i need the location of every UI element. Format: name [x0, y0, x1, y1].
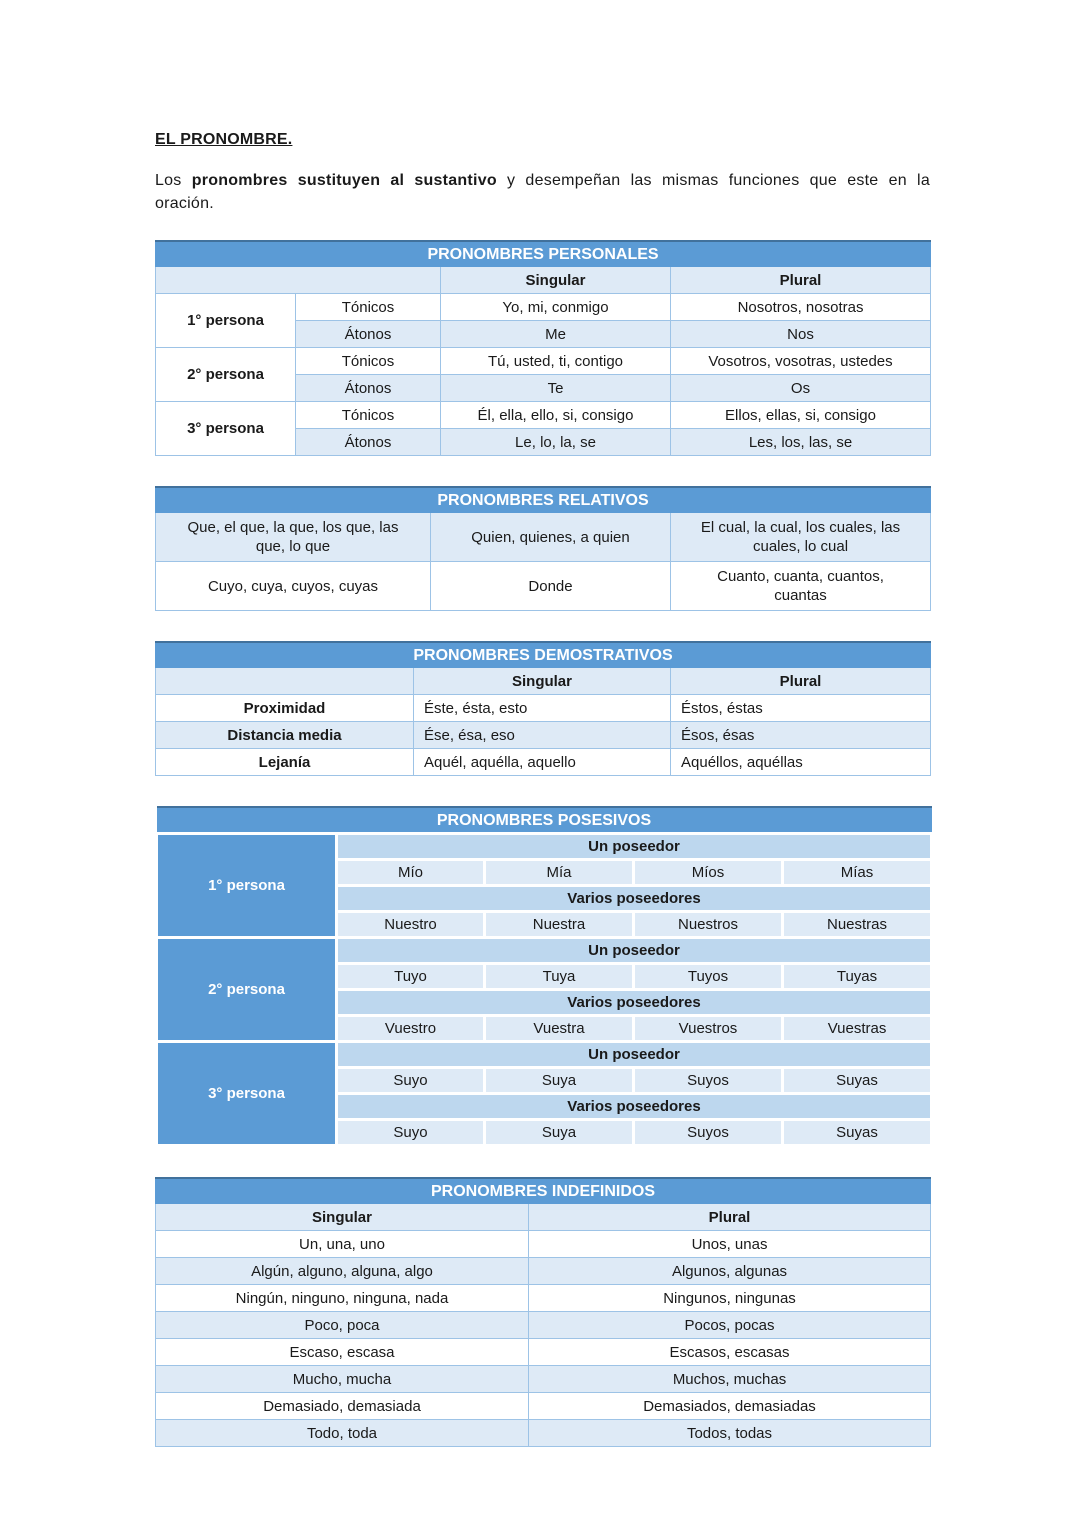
- table-row: [156, 402, 931, 429]
- table-cell: Mucho, mucha: [156, 1366, 529, 1393]
- column-header-singular: Singular: [441, 267, 671, 294]
- table-cell: Quien, quienes, a quien: [431, 513, 671, 562]
- table-cell: Te: [441, 375, 671, 402]
- table-cell: Vuestra: [485, 1016, 634, 1042]
- table-cell: Tónicos: [296, 402, 441, 429]
- demostrativos-table: [155, 641, 931, 776]
- document-title: EL PRONOMBRE.: [155, 131, 293, 148]
- table-row: [156, 1366, 931, 1393]
- table-cell: Tónicos: [296, 294, 441, 321]
- table-cell: Mía: [485, 860, 634, 886]
- table-row: [156, 1420, 931, 1447]
- table-cell: Átonos: [296, 375, 441, 402]
- table-row: [156, 1339, 931, 1366]
- table-row: [156, 562, 931, 611]
- table-row: [156, 722, 931, 749]
- table-cell: Aquéllos, aquéllas: [671, 749, 931, 776]
- table-title: PRONOMBRES INDEFINIDOS: [156, 1178, 931, 1204]
- table-cell: Que, el que, la que, los que, las que, lo que: [156, 513, 431, 562]
- table-row: [156, 1285, 931, 1312]
- row-label: Distancia media: [156, 722, 414, 749]
- table-cell: Ningún, ninguno, ninguna, nada: [156, 1285, 529, 1312]
- indefinidos-table: [155, 1177, 931, 1447]
- table-row: [156, 1258, 931, 1285]
- table-cell: Todos, todas: [529, 1420, 931, 1447]
- table-title: PRONOMBRES RELATIVOS: [156, 487, 931, 513]
- band-label-un-poseedor: Un poseedor: [337, 938, 932, 964]
- blank-header-cell: [156, 668, 414, 695]
- table-header-row: [156, 1204, 931, 1231]
- table-cell: Míos: [634, 860, 783, 886]
- persona-label: 2° persona: [157, 938, 337, 1042]
- table-header-row: [156, 267, 931, 294]
- table-cell: Escasos, escasas: [529, 1339, 931, 1366]
- table-cell: El cual, la cual, los cuales, las cuales, lo cual: [671, 513, 931, 562]
- table-cell: Unos, unas: [529, 1231, 931, 1258]
- table-cell: Yo, mi, conmigo: [441, 294, 671, 321]
- blank-header-cell: [156, 267, 441, 294]
- table-cell: Suyos: [634, 1068, 783, 1094]
- table-cell: Suyos: [634, 1120, 783, 1146]
- table-row: [157, 938, 932, 964]
- table-cell: Ellos, ellas, si, consigo: [671, 402, 931, 429]
- persona-label: 3° persona: [157, 1042, 337, 1146]
- table-cell: Nuestros: [634, 912, 783, 938]
- band-label-un-poseedor: Un poseedor: [337, 834, 932, 860]
- table-cell: Tuyo: [337, 964, 485, 990]
- personales-table: [155, 240, 931, 456]
- table-cell: Tuya: [485, 964, 634, 990]
- table-cell: Mío: [337, 860, 485, 886]
- persona-label: 1° persona: [156, 294, 296, 348]
- table-row: [156, 1231, 931, 1258]
- table-row: [156, 348, 931, 375]
- table-cell: Me: [441, 321, 671, 348]
- page-content: [155, 131, 930, 1477]
- table-cell: Vosotros, vosotras, ustedes: [671, 348, 931, 375]
- column-header-singular: Singular: [156, 1204, 529, 1231]
- intro-text-post: y desempeñan las mismas funciones que este en la oración.: [155, 172, 930, 213]
- posesivos-table: [155, 806, 933, 1147]
- table-row: [156, 695, 931, 722]
- table-title-bar: [156, 642, 931, 668]
- table-cell: Vuestras: [783, 1016, 932, 1042]
- table-title: PRONOMBRES DEMOSTRATIVOS: [156, 642, 931, 668]
- band-label-varios-poseedores: Varios poseedores: [337, 1094, 932, 1120]
- table-cell: Le, lo, la, se: [441, 429, 671, 456]
- table-cell: Suya: [485, 1068, 634, 1094]
- table-cell: Suyas: [783, 1068, 932, 1094]
- column-header-plural: Plural: [671, 267, 931, 294]
- intro-paragraph: [155, 169, 930, 215]
- table-row: [156, 294, 931, 321]
- intro-text-bold: pronombres sustituyen al sustantivo: [191, 172, 497, 189]
- table-cell: Nuestras: [783, 912, 932, 938]
- table-cell: Aquél, aquélla, aquello: [414, 749, 671, 776]
- table-cell: Les, los, las, se: [671, 429, 931, 456]
- table-cell: Ése, ésa, eso: [414, 722, 671, 749]
- persona-label: 2° persona: [156, 348, 296, 402]
- row-label: Lejanía: [156, 749, 414, 776]
- table-title: PRONOMBRES POSESIVOS: [157, 807, 932, 834]
- table-cell: Átonos: [296, 429, 441, 456]
- column-header-plural: Plural: [671, 668, 931, 695]
- table-cell: Os: [671, 375, 931, 402]
- band-label-varios-poseedores: Varios poseedores: [337, 990, 932, 1016]
- table-cell: Éste, ésta, esto: [414, 695, 671, 722]
- table-row: [156, 1312, 931, 1339]
- band-label-varios-poseedores: Varios poseedores: [337, 886, 932, 912]
- row-label: Proximidad: [156, 695, 414, 722]
- table-title: PRONOMBRES PERSONALES: [156, 241, 931, 267]
- table-cell: Demasiado, demasiada: [156, 1393, 529, 1420]
- table-cell: Vuestros: [634, 1016, 783, 1042]
- table-row: [157, 834, 932, 860]
- table-cell: Suyas: [783, 1120, 932, 1146]
- table-title-bar: [157, 807, 932, 834]
- table-cell: Muchos, muchas: [529, 1366, 931, 1393]
- table-cell: Un, una, uno: [156, 1231, 529, 1258]
- table-cell: Suyo: [337, 1120, 485, 1146]
- table-cell: Escaso, escasa: [156, 1339, 529, 1366]
- table-cell: Tú, usted, ti, contigo: [441, 348, 671, 375]
- table-cell: Vuestro: [337, 1016, 485, 1042]
- column-header-plural: Plural: [529, 1204, 931, 1231]
- table-cell: Tónicos: [296, 348, 441, 375]
- table-title-bar: [156, 1178, 931, 1204]
- table-cell: Átonos: [296, 321, 441, 348]
- table-cell: Tuyas: [783, 964, 932, 990]
- table-cell: Demasiados, demasiadas: [529, 1393, 931, 1420]
- table-cell: Nuestro: [337, 912, 485, 938]
- table-cell: Ningunos, ningunas: [529, 1285, 931, 1312]
- table-row: [157, 1042, 932, 1068]
- table-cell: Nuestra: [485, 912, 634, 938]
- table-cell: Tuyos: [634, 964, 783, 990]
- relativos-table: [155, 486, 931, 611]
- column-header-singular: Singular: [414, 668, 671, 695]
- table-cell: Poco, poca: [156, 1312, 529, 1339]
- table-header-row: [156, 668, 931, 695]
- table-cell: Nosotros, nosotras: [671, 294, 931, 321]
- persona-label: 1° persona: [157, 834, 337, 938]
- table-row: [156, 749, 931, 776]
- table-cell: Ésos, ésas: [671, 722, 931, 749]
- table-cell: Suya: [485, 1120, 634, 1146]
- table-cell: Pocos, pocas: [529, 1312, 931, 1339]
- table-cell: Cuanto, cuanta, cuantos, cuantas: [671, 562, 931, 611]
- table-cell: Algunos, algunas: [529, 1258, 931, 1285]
- table-cell: Donde: [431, 562, 671, 611]
- table-cell: Todo, toda: [156, 1420, 529, 1447]
- table-row: [156, 1393, 931, 1420]
- table-cell: Algún, alguno, alguna, algo: [156, 1258, 529, 1285]
- table-cell: Cuyo, cuya, cuyos, cuyas: [156, 562, 431, 611]
- table-row: [156, 513, 931, 562]
- table-title-bar: [156, 487, 931, 513]
- table-title-bar: [156, 241, 931, 267]
- persona-label: 3° persona: [156, 402, 296, 456]
- table-cell: Nos: [671, 321, 931, 348]
- band-label-un-poseedor: Un poseedor: [337, 1042, 932, 1068]
- table-cell: Mías: [783, 860, 932, 886]
- table-cell: Éstos, éstas: [671, 695, 931, 722]
- table-cell: Suyo: [337, 1068, 485, 1094]
- table-cell: Él, ella, ello, si, consigo: [441, 402, 671, 429]
- intro-text-pre: Los: [155, 172, 192, 189]
